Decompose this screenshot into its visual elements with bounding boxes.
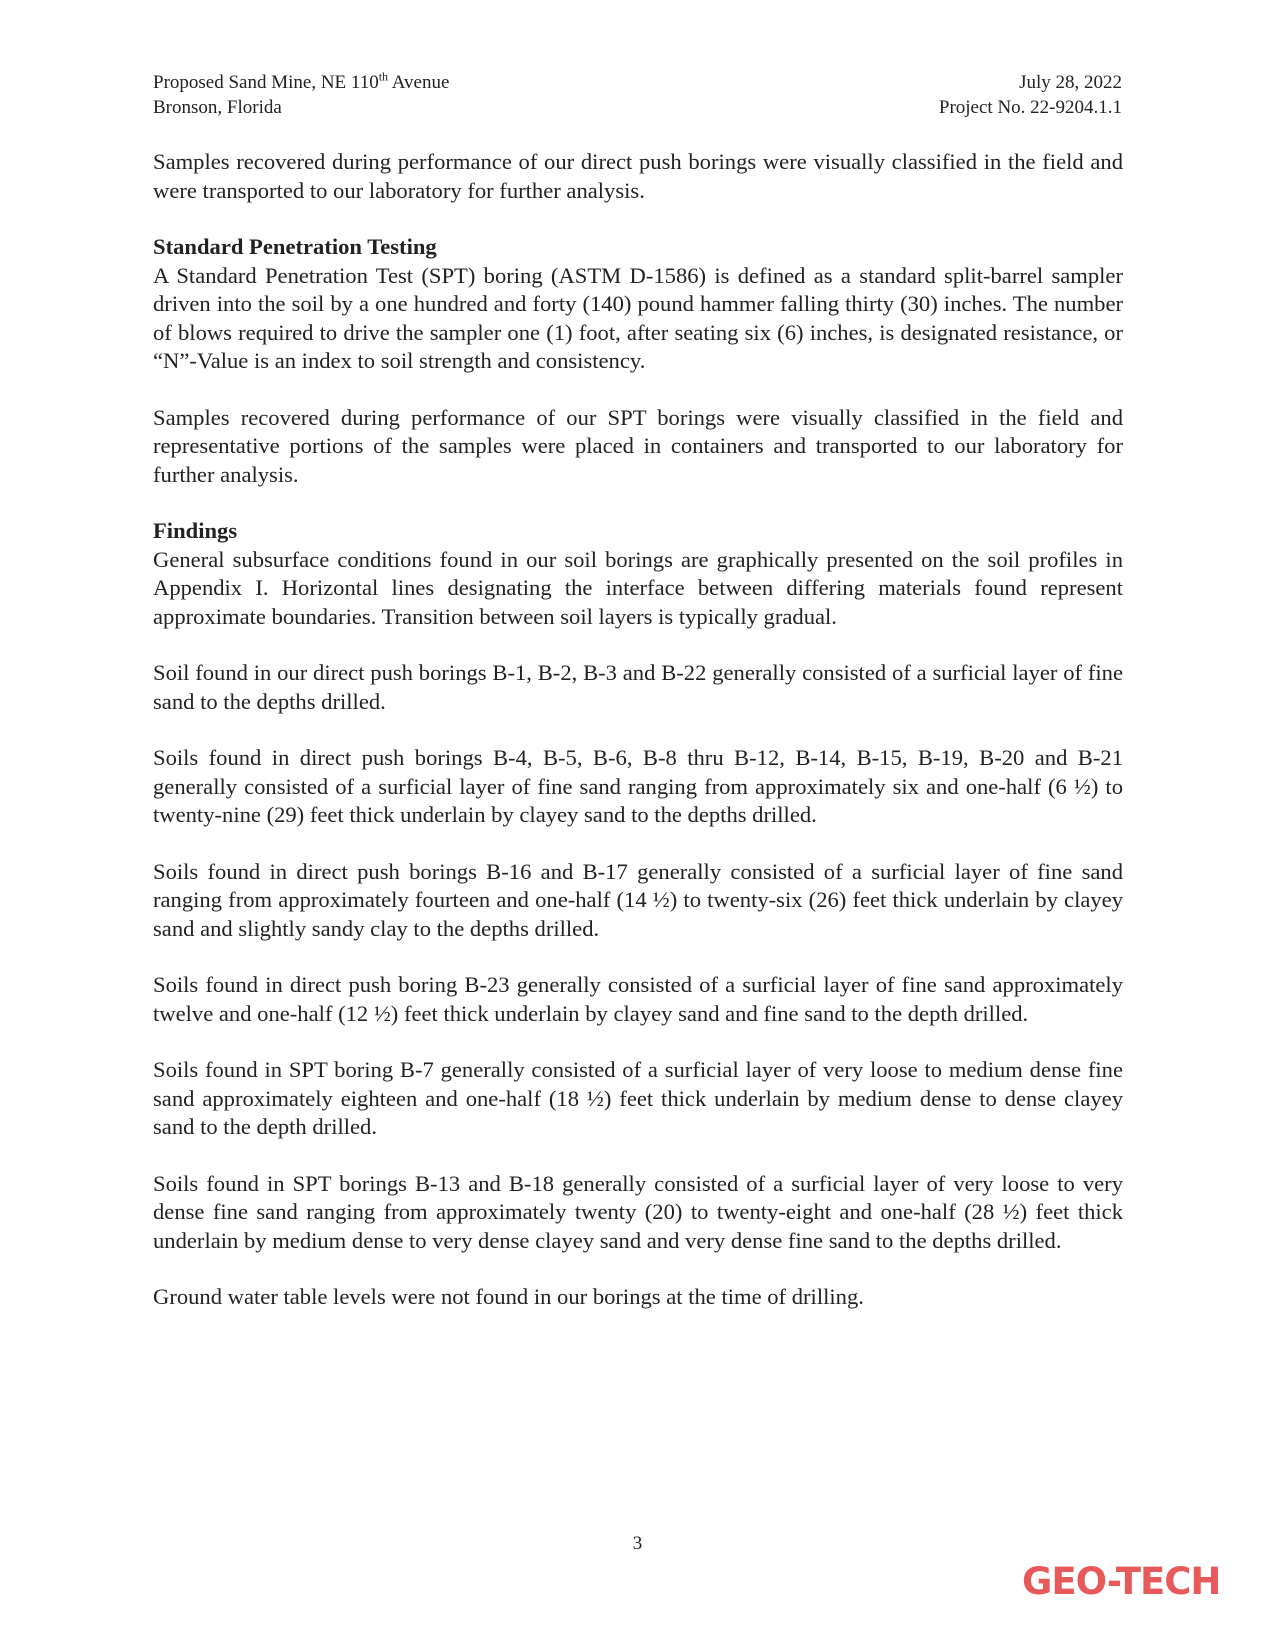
logo-text: GEO-TECH [1022, 1560, 1221, 1603]
paragraph-spt-samples: Samples recovered during performance of our SPT borings were visually classified in the field and representative portions of the samples were placed in containers and transported to our laboratory for further analysis. [153, 404, 1123, 487]
paragraph-intro: Samples recovered during performance of our direct push borings were visually classified in the field and were transported to our laboratory for further analysis. [153, 149, 1123, 203]
paragraph-groundwater: Ground water table levels were not found in our borings at the time of drilling. [153, 1284, 864, 1309]
paragraph-findings-b1-b22: Soil found in our direct push borings B-1, B-2, B-3 and B-22 generally consisted of a surficial layer of fine sand to the depths drilled. [153, 660, 1123, 714]
geo-tech-logo [1022, 1556, 1221, 1604]
paragraph-findings-b13-b18: Soils found in SPT borings B-13 and B-18 generally consisted of a surficial layer of very loose to very dense fine sand ranging from approximately twenty (20) to twenty-eight and one-half (28 ½) feet thick underlain by medium dense to very dense clayey sand and very dense fine sand to the depths drilled. [153, 1170, 1123, 1253]
paragraph-findings-b16-b17: Soils found in direct push borings B-16 and B-17 generally consisted of a surficial layer of fine sand ranging from approximately fourteen and one-half (14 ½) to twenty-six (26) feet thick underlain by clayey sand and slightly sandy clay to the depths drilled. [153, 858, 1123, 941]
paragraph-findings-general: General subsurface conditions found in our soil borings are graphically presented on the soil profiles in Appendix I. Horizontal lines designating the interface between differing materials found represent approximate boundaries. Transition between soil layers is typically gradual. [153, 546, 1123, 629]
header-location: Bronson, Florida [153, 97, 282, 118]
header-project-name: Proposed Sand Mine, NE 110th Avenue [153, 69, 450, 93]
header-date: July 28, 2022 [1019, 72, 1122, 93]
header-project-number: Project No. 22-9204.1.1 [938, 97, 1122, 118]
header-right [939, 70, 1122, 120]
paragraph-findings-b7: Soils found in SPT boring B-7 generally consisted of a surficial layer of very loose to medium dense fine sand approximately eighteen and one-half (18 ½) feet thick underlain by medium dense to dense clayey sand to the depth drilled. [153, 1057, 1123, 1139]
document-body [153, 148, 1123, 1340]
heading-findings: Findings [153, 518, 238, 543]
page-number: 3 [632, 1533, 643, 1554]
heading-standard-penetration-testing: Standard Penetration Testing [153, 234, 437, 259]
paragraph-spt-definition: A Standard Penetration Test (SPT) boring (ASTM D-1586) is defined as a standard split-barrel sampler driven into the soil by a one hundred and forty (140) pound hammer falling thirty (30) inches. The number of blows required to drive the sampler one (1) foot, after seating six (6) inches, is designated resistance, or “N”-Value is an index to soil strength and consistency. [153, 262, 1123, 373]
paragraph-findings-b4-b21: Soils found in direct push borings B-4, B-5, B-6, B-8 thru B-12, B-14, B-15, B-19, B-20 and B-21 generally consisted of a surficial layer of fine sand ranging from approximately six and one-half (6 ½) to twenty-nine (29) feet thick underlain by clayey sand to the depths drilled. [153, 745, 1123, 827]
paragraph-findings-b23: Soils found in direct push boring B-23 generally consisted of a surficial layer of fine sand approximately twelve and one-half (12 ½) feet thick underlain by clayey sand and fine sand to the depth drilled. [153, 972, 1123, 1026]
header-left [153, 70, 449, 120]
